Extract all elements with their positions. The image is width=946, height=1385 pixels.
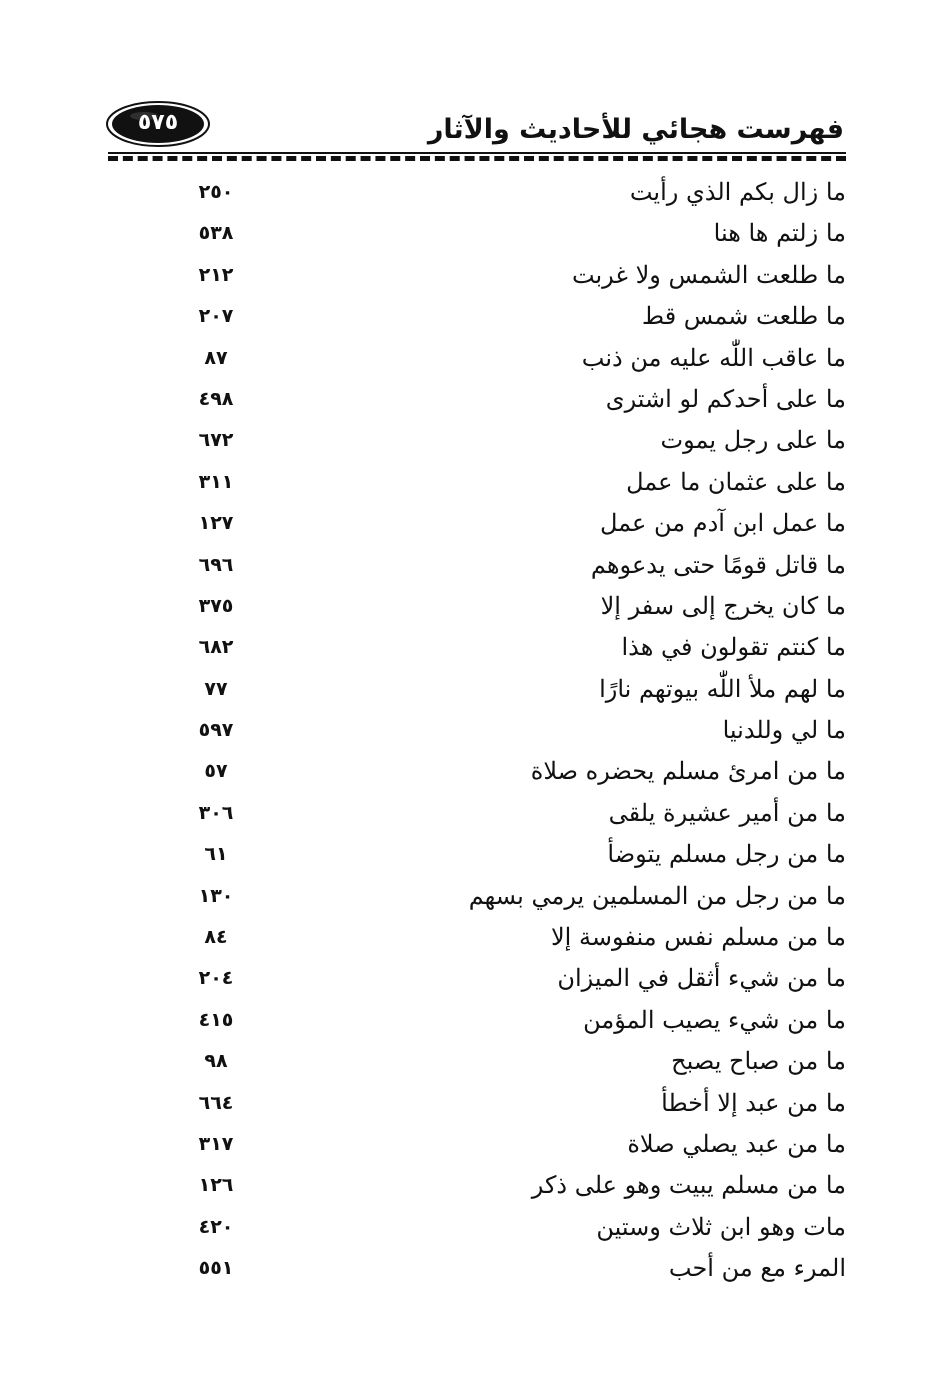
index-entry — [180, 1124, 846, 1165]
entry-text: ما من شيء يصيب المؤمن — [583, 1005, 846, 1034]
entry-text: ما عمل ابن آدم من عمل — [599, 509, 846, 538]
entry-text: ما على عثمان ما عمل — [626, 467, 846, 496]
index-entry — [180, 586, 846, 627]
entry-page-number: ٦٨٢ — [198, 636, 234, 659]
index-entry — [180, 338, 846, 379]
index-entry — [180, 462, 846, 503]
index-entry — [180, 958, 846, 999]
index-entry — [180, 710, 846, 751]
entry-page-number: ٥٣٨ — [198, 222, 234, 245]
entry-page-number: ٦٩٦ — [198, 553, 234, 576]
entry-text: ما لهم ملأ اللّٰه بيوتهم نارًا — [599, 674, 846, 703]
running-header-title: فهرست هجائي للأحاديث والآثار — [427, 114, 844, 145]
entry-text: ما طلعت شمس قط — [641, 302, 846, 331]
entry-text: ما على أحدكم لو اشترى — [605, 384, 846, 413]
divider-dashed-line — [108, 156, 846, 161]
divider-solid-line — [108, 152, 846, 154]
entry-page-number: ٢٥٠ — [198, 181, 234, 203]
entry-page-number: ٤٩٨ — [198, 387, 234, 410]
entry-text: ما كان يخرج إلى سفر إلا — [600, 591, 846, 620]
index-entry — [180, 627, 846, 668]
index-entry — [180, 420, 846, 461]
index-entry — [180, 213, 846, 254]
entry-text: ما من رجل مسلم يتوضأ — [607, 840, 846, 869]
index-entry — [180, 917, 846, 958]
index-entry — [180, 1083, 846, 1124]
index-entry — [180, 1041, 846, 1082]
entry-text: ما كنتم تقولون في هذا — [621, 633, 846, 662]
index-entry — [180, 793, 846, 834]
entry-text: ما عاقب اللّٰه عليه من ذنب — [581, 343, 846, 372]
entry-page-number: ٣١١ — [198, 470, 234, 493]
entry-text: ما لي وللدنيا — [722, 716, 846, 745]
entry-page-number: ٢١٢ — [198, 263, 234, 286]
entry-text: ما من صباح يصبح — [671, 1047, 846, 1076]
entry-text: ما زلتم ها هنا — [713, 219, 846, 248]
entry-page-number: ٥٧ — [204, 760, 228, 783]
index-entry — [180, 379, 846, 420]
header-divider — [108, 152, 846, 161]
index-entry — [180, 876, 846, 917]
entry-text: المرء مع من أحب — [668, 1254, 846, 1283]
page-number: ٥٧٥ — [137, 110, 179, 135]
entry-page-number: ٤٢٠ — [198, 1215, 234, 1238]
entry-page-number: ١٢٧ — [198, 512, 234, 535]
index-entry — [180, 545, 846, 586]
entry-page-number: ٥٥١ — [198, 1257, 234, 1280]
page-number-badge — [106, 100, 210, 148]
index-entry — [180, 834, 846, 875]
entry-page-number: ٣١٧ — [198, 1132, 234, 1155]
entry-page-number: ٢٠٧ — [198, 305, 234, 328]
entry-page-number: ٨٧ — [204, 346, 228, 369]
entry-page-number: ٧٧ — [204, 677, 228, 700]
index-entry — [180, 669, 846, 710]
entry-page-number: ٥٩٧ — [198, 719, 234, 742]
entry-page-number: ١٢٦ — [198, 1174, 234, 1197]
index-entry — [180, 1248, 846, 1289]
entry-page-number: ٩٨ — [204, 1050, 228, 1073]
entry-text: ما من عبد يصلي صلاة — [627, 1129, 846, 1158]
entry-page-number: ٦٦٤ — [198, 1091, 234, 1114]
entry-text: ما من عبد إلا أخطأ — [661, 1088, 846, 1117]
entry-text: مات وهو ابن ثلاث وستين — [596, 1212, 846, 1241]
entry-text: ما من رجل من المسلمين يرمي بسهم — [468, 881, 846, 910]
entry-text: ما من امرئ مسلم يحضره صلاة — [530, 757, 846, 786]
index-entry — [180, 172, 846, 213]
entry-page-number: ٦٧٢ — [198, 429, 234, 452]
entry-page-number: ٦١ — [204, 843, 228, 866]
entry-text: ما على رجل يموت — [660, 426, 846, 455]
index-entry — [180, 296, 846, 337]
entry-page-number: ١٣٠ — [198, 884, 234, 907]
index-entry — [180, 1165, 846, 1206]
entry-page-number: ٢٠٤ — [198, 967, 234, 990]
entry-text: ما من مسلم يبيت وهو على ذكر — [531, 1171, 846, 1200]
entry-text: ما زال بكم الذي رأيت — [629, 178, 846, 206]
entry-page-number: ٣٧٥ — [198, 594, 234, 617]
entry-text: ما من أمير عشيرة يلقى — [608, 798, 846, 827]
index-entry — [180, 255, 846, 296]
index-entry — [180, 751, 846, 792]
index-entry — [180, 1207, 846, 1248]
entry-text: ما من مسلم نفس منفوسة إلا — [550, 923, 846, 952]
index-entry — [180, 503, 846, 544]
entry-page-number: ٣٠٦ — [198, 801, 234, 824]
entry-text: ما طلعت الشمس ولا غربت — [571, 260, 846, 289]
entry-text: ما من شيء أثقل في الميزان — [557, 964, 846, 993]
entry-text: ما قاتل قومًا حتى يدعوهم — [590, 550, 846, 579]
index-list — [180, 172, 846, 1290]
entry-page-number: ٤١٥ — [198, 1008, 234, 1031]
entry-page-number: ٨٤ — [204, 926, 228, 949]
index-entry — [180, 1000, 846, 1041]
